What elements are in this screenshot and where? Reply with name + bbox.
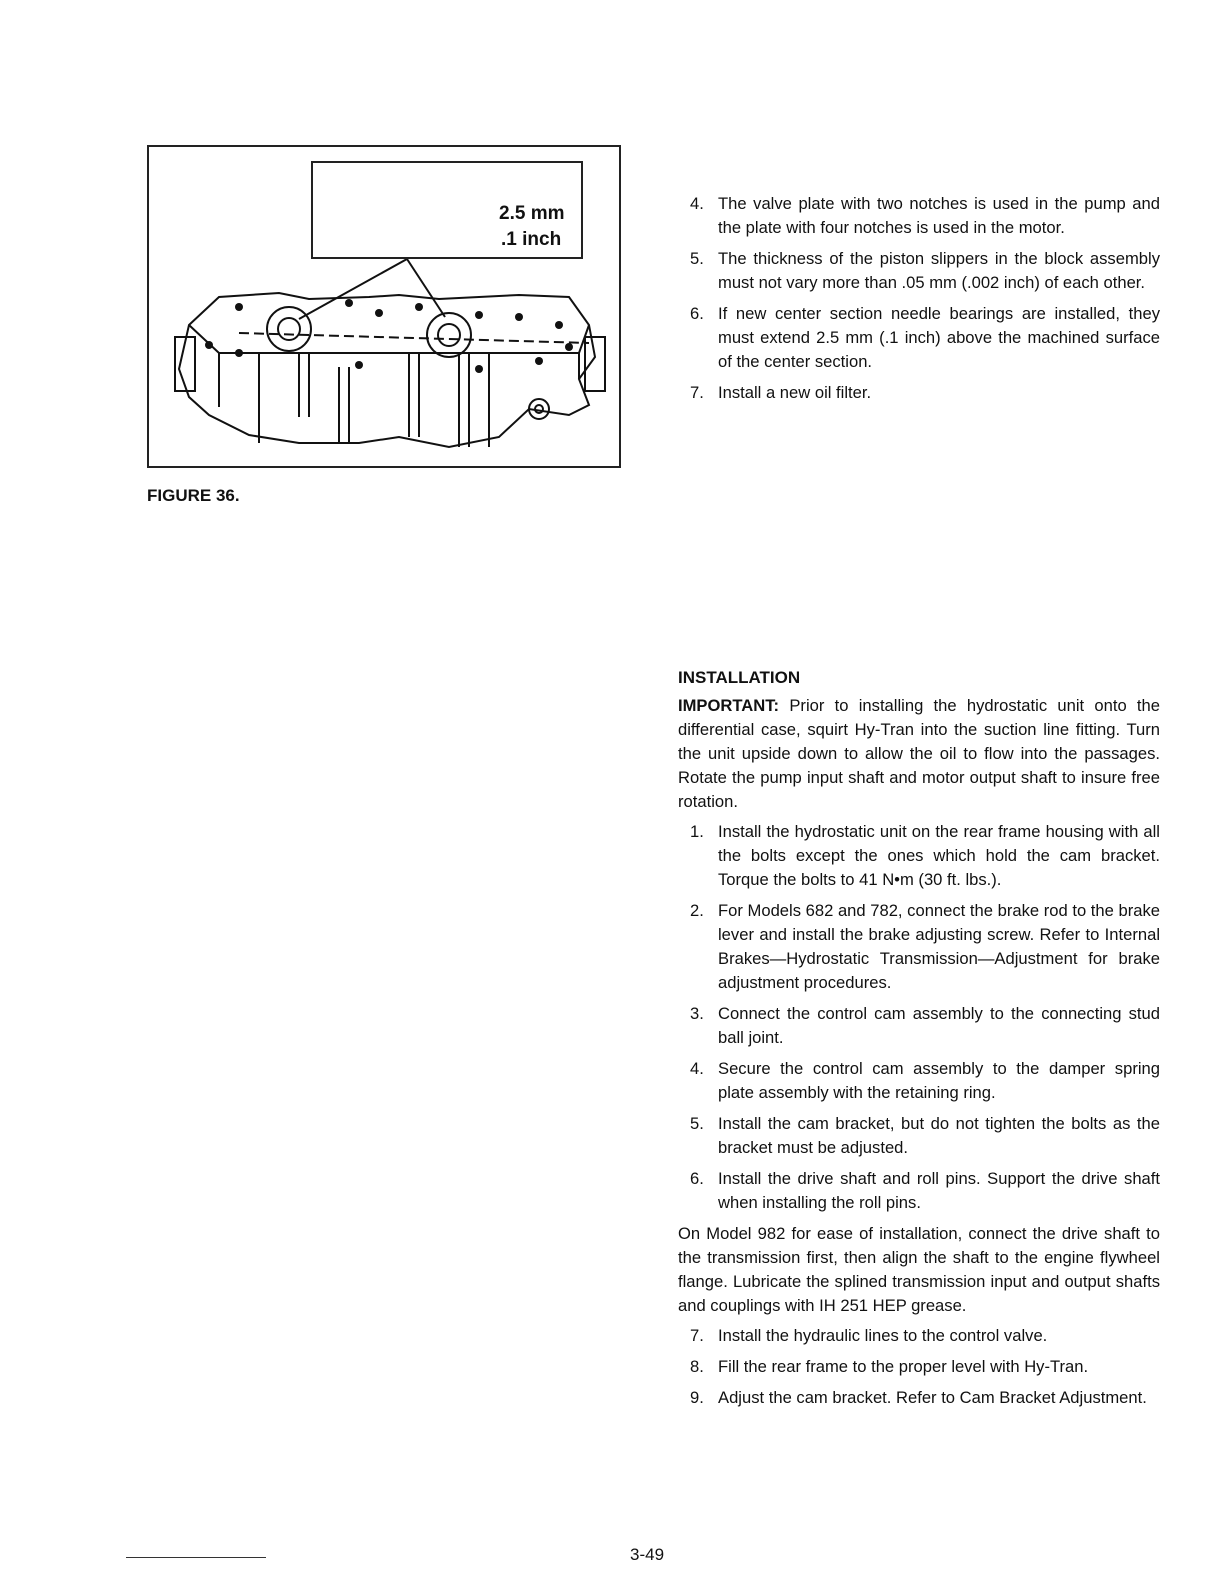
installation-steps-continued <box>678 1324 1160 1410</box>
list-item: 6. Install the drive shaft and roll pins. Support the drive shaft when installing the roll pins. <box>690 1169 1160 1212</box>
dimension-inch-label: .1 inch <box>501 229 562 250</box>
list-item: 5. The thickness of the piston slippers in the block assembly must not vary more than .05 mm (.002 inch) of each other. <box>690 249 1160 292</box>
installation-section <box>678 666 1160 1417</box>
model-982-note: On Model 982 for ease of installation, connect the drive shaft to the transmission first, then align the shaft to the engine flywheel flange. Lubricate the splined transmission input and output shafts and couplings with IH 251 HEP grease. <box>678 1224 1160 1315</box>
figure-caption: FIGURE 36. <box>147 486 240 505</box>
important-note: IMPORTANT: Prior to installing the hydrostatic unit onto the differential case, squirt Hy-Tran into the suction line fitting. Turn the unit upside down to allow the oil to flow into the passages. Rotate the pump input shaft and motor output shaft to insure free rotation. <box>678 696 1160 811</box>
page-number: 3-49 <box>630 1545 665 1564</box>
list-item: 5. Install the cam bracket, but do not tighten the bolts as the bracket must be adjusted. <box>690 1114 1160 1157</box>
important-label: IMPORTANT: <box>678 696 780 715</box>
footer-rule <box>126 1557 266 1558</box>
figure-36 <box>147 145 621 468</box>
list-item: 8. Fill the rear frame to the proper level with Hy-Tran. <box>690 1357 1089 1376</box>
list-item: 9. Adjust the cam bracket. Refer to Cam Bracket Adjustment. <box>690 1388 1147 1407</box>
dimension-callout <box>311 161 583 259</box>
reassembly-notes <box>678 192 1160 412</box>
list-item: 7. Install the hydraulic lines to the control valve. <box>690 1326 1048 1345</box>
list-item: 2. For Models 682 and 782, connect the brake rod to the brake lever and install the brake adjusting screw. Refer to Internal Brakes—Hydrostatic Transmission—Adjustment for brake adjustment procedures. <box>690 901 1160 992</box>
dimension-mm-label: 2.5 mm <box>499 203 565 224</box>
list-item: 1. Install the hydrostatic unit on the rear frame housing with all the bolts except the ones which hold the cam bracket. Torque the bolts to 41 N•m (30 ft. lbs.). <box>690 822 1160 889</box>
list-item: 3. Connect the control cam assembly to the connecting stud ball joint. <box>690 1004 1160 1047</box>
list-item: 4. Secure the control cam assembly to the damper spring plate assembly with the retaining ring. <box>690 1059 1160 1102</box>
list-item: 7. Install a new oil filter. <box>690 383 872 402</box>
list-item: 6. If new center section needle bearings are installed, they must extend 2.5 mm (.1 inch) above the machined surface of the center section. <box>690 304 1160 371</box>
installation-steps <box>678 820 1160 1215</box>
list-item: 4. The valve plate with two notches is used in the pump and the plate with four notches is used in the motor. <box>690 194 1160 237</box>
section-heading: INSTALLATION <box>678 668 801 687</box>
